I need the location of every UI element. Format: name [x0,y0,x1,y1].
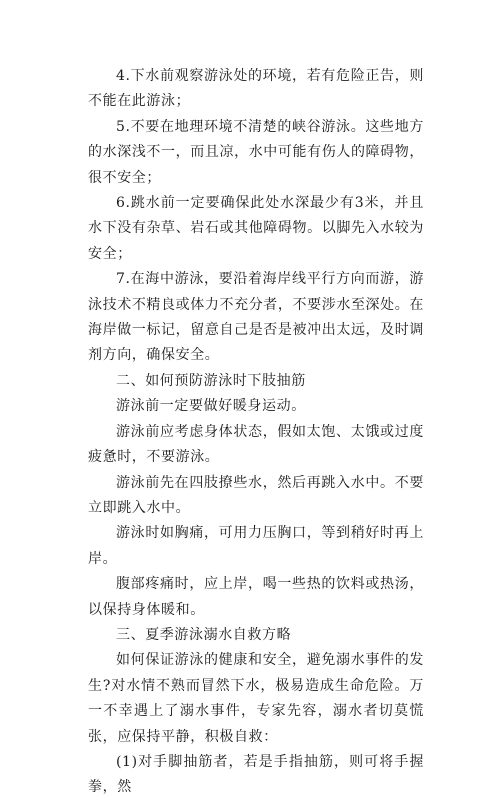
section-heading-self-rescue: 三、夏季游泳溺水自救方略 [116,626,292,643]
paragraph-abdominal-pain: 腹部疼痛时，应上岸，喝一些热的饮料或热汤，以保持身体暖和。 [88,576,424,618]
paragraph-chest-pain: 游泳时如胸痛，可用力压胸口，等到稍好时再上岸。 [88,525,424,567]
paragraph-splash-water: 游泳前先在四肢撩些水，然后再跳入水中。不要立即跳入水中。 [88,474,424,516]
paragraph-item-6: 6.跳水前一定要确保此处水深最少有3米，并且水下没有杂草、岩石或其他障碍物。以脚先入水较为安全； [88,195,424,262]
document-body [88,64,424,801]
paragraph-warmup: 游泳前一定要做好暖身运动。 [116,398,306,415]
paragraph-cramp-rescue-1: (1)对手脚抽筋者，若是手指抽筋，则可将手握拳，然 [88,753,424,796]
paragraph-item-4: 4.下水前观察游泳处的环境，若有危险正告，则不能在此游泳； [88,68,424,110]
paragraph-drowning-intro: 如何保证游泳的健康和安全，避免溺水事件的发生?对水情不熟而冒然下水，极易造成生命危险。万一不幸遇上了溺水事件，专家先容，溺水者切莫慌张，应保持平静，积极自救： [88,652,424,745]
section-heading-cramp-prevention: 二、如何预防游泳时下肢抽筋 [116,372,306,389]
paragraph-item-7: 7.在海中游泳，要沿着海岸线平行方向而游，游泳技术不精良或体力不充分者，不要涉水至深处。在海岸做一标记，留意自己是否是被冲出太远，及时调剂方向，确保安全。 [88,271,424,364]
paragraph-body-condition: 游泳前应考虑身体状态，假如太饱、太饿或过度疲惫时，不要游泳。 [88,423,424,466]
paragraph-item-5: 5.不要在地理环境不清楚的峡谷游泳。这些地方的水深浅不一，而且凉，水中可能有伤人的障碍物，很不安全； [88,118,424,186]
